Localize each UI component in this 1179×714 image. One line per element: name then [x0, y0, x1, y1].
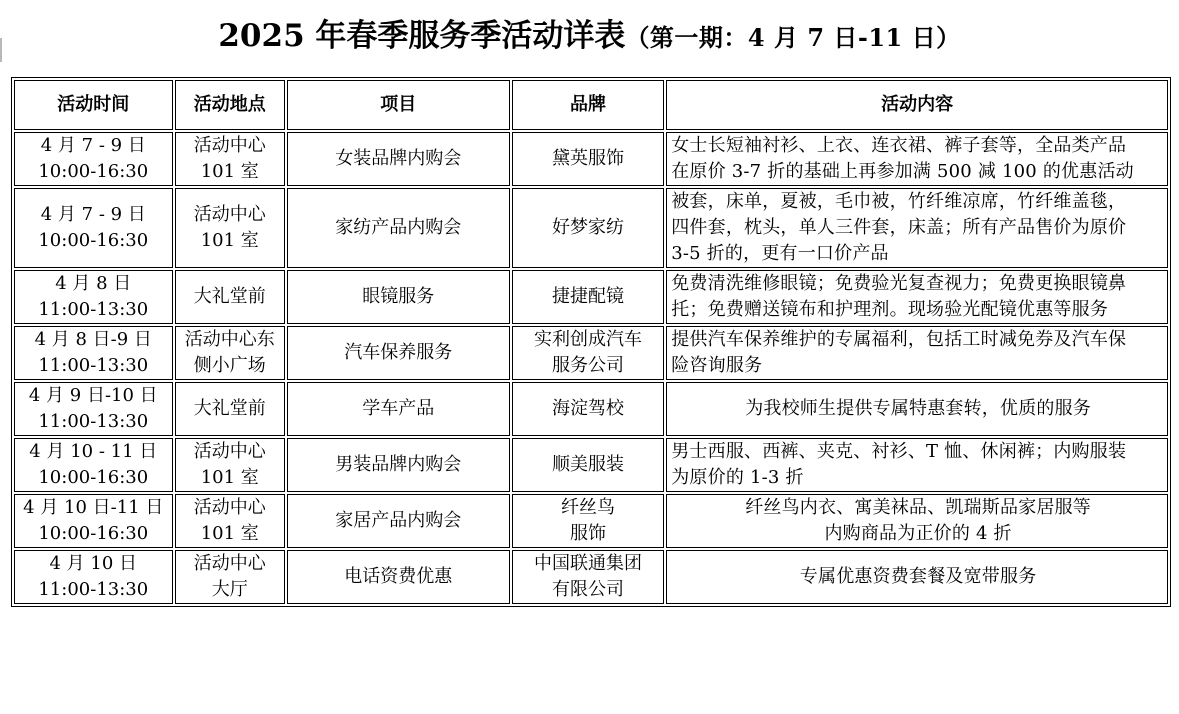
cell-brand	[512, 382, 665, 436]
cell-time	[14, 550, 173, 604]
cell-brand-line: 服务公司	[551, 355, 624, 376]
cell-place	[175, 188, 285, 268]
cell-brand-line: 服饰	[569, 523, 606, 544]
cell-content-line: 提供汽车保养维护的专属福利，包括工时减免券及汽车保	[671, 329, 1127, 350]
cell-project: 女装品牌内购会	[287, 132, 510, 186]
cell-brand	[512, 494, 665, 548]
page-title	[0, 14, 1179, 60]
cell-content-line: 四件套，枕头，单人三件套，床盖；所有产品售价为原价	[671, 217, 1127, 238]
table-row	[14, 188, 1168, 268]
table-row	[14, 382, 1168, 436]
cell-content	[666, 438, 1168, 492]
cell-time	[14, 326, 173, 380]
table-row	[14, 438, 1168, 492]
cell-brand	[512, 438, 665, 492]
cell-brand-line: 中国联通集团	[533, 553, 642, 574]
cell-brand-line: 实利创成汽车	[533, 329, 642, 350]
header-brand: 品牌	[512, 80, 665, 130]
cell-place	[175, 326, 285, 380]
cell-time-line: 10:00-16:30	[38, 230, 149, 251]
cell-content	[666, 132, 1168, 186]
cell-content-line: 3-5 折的，更有一口价产品	[671, 243, 889, 264]
cell-project: 汽车保养服务	[287, 326, 510, 380]
cell-time-line: 4 月 7 - 9 日	[40, 204, 146, 225]
cell-project: 家居产品内购会	[287, 494, 510, 548]
cell-place	[175, 270, 285, 324]
cell-place-line: 活动中心	[193, 135, 266, 156]
cell-time-line: 4 月 10 日	[49, 553, 138, 574]
cell-time-line: 10:00-16:30	[38, 467, 149, 488]
cell-time-line: 4 月 8 日-9 日	[34, 329, 152, 350]
cell-brand	[512, 188, 665, 268]
cell-place-line: 大礼堂前	[193, 286, 266, 307]
cell-content-line: 女士长短袖衬衫、上衣、连衣裙、裤子套等，全品类产品	[671, 135, 1127, 156]
cell-content-line: 专属优惠资费套餐及宽带服务	[799, 566, 1037, 587]
cell-place-line: 活动中心东	[184, 329, 275, 350]
cell-content	[666, 188, 1168, 268]
cell-place-line: 101 室	[200, 230, 259, 251]
cell-content	[666, 494, 1168, 548]
header-place: 活动地点	[175, 80, 285, 130]
cell-brand-line: 捷捷配镜	[551, 286, 624, 307]
table-row	[14, 550, 1168, 604]
cell-content-line: 托；免费赠送镜布和护理剂。现场验光配镜优惠等服务	[671, 299, 1109, 320]
cell-project: 男装品牌内购会	[287, 438, 510, 492]
activity-table	[11, 77, 1171, 607]
cell-place-line: 活动中心	[193, 497, 266, 518]
cell-brand-line: 海淀驾校	[551, 398, 624, 419]
cell-brand-line: 好梦家纺	[551, 217, 624, 238]
cell-time-line: 4 月 9 日-10 日	[28, 385, 158, 406]
cell-brand-line: 顺美服装	[551, 454, 624, 475]
cell-brand	[512, 132, 665, 186]
cell-content	[666, 326, 1168, 380]
cell-time-line: 11:00-13:30	[38, 299, 149, 320]
cell-time-line: 11:00-13:30	[38, 411, 149, 432]
cell-brand-line: 有限公司	[551, 579, 624, 600]
header-time: 活动时间	[14, 80, 173, 130]
cell-content-line: 男士西服、西裤、夹克、衬衫、T 恤、休闲裤；内购服装	[671, 441, 1127, 462]
cell-time-line: 4 月 8 日	[55, 273, 132, 294]
cell-place-line: 大厅	[211, 579, 248, 600]
cell-project: 眼镜服务	[287, 270, 510, 324]
cell-content-line: 险咨询服务	[671, 355, 763, 376]
title-main: 2025 年春季服务季活动详表	[218, 18, 626, 54]
cell-time-line: 10:00-16:30	[38, 161, 149, 182]
cell-place-line: 101 室	[200, 523, 259, 544]
table-row	[14, 270, 1168, 324]
cell-time	[14, 494, 173, 548]
cell-content-line: 被套，床单，夏被，毛巾被，竹纤维凉席，竹纤维盖毯，	[671, 191, 1127, 212]
cell-time-line: 4 月 10 日-11 日	[23, 497, 164, 518]
cell-content-line: 纤丝鸟内衣、寓美袜品、凯瑞斯品家居服等	[745, 497, 1092, 518]
cell-place-line: 活动中心	[193, 204, 266, 225]
cell-time	[14, 132, 173, 186]
cell-place	[175, 438, 285, 492]
cell-brand	[512, 270, 665, 324]
cell-place	[175, 494, 285, 548]
cell-time-line: 10:00-16:30	[38, 523, 149, 544]
cell-project: 家纺产品内购会	[287, 188, 510, 268]
cell-time	[14, 382, 173, 436]
cell-project: 学车产品	[287, 382, 510, 436]
cell-project: 电话资费优惠	[287, 550, 510, 604]
cell-content	[666, 550, 1168, 604]
title-sub: （第一期：4 月 7 日-11 日）	[625, 23, 961, 52]
cell-content-line: 为原价的 1-3 折	[671, 467, 804, 488]
cell-brand-line: 纤丝鸟	[560, 497, 615, 518]
table-body	[14, 132, 1168, 604]
table-row	[14, 494, 1168, 548]
cell-place-line: 101 室	[200, 161, 259, 182]
cell-content-line: 在原价 3-7 折的基础上再参加满 500 减 100 的优惠活动	[671, 161, 1134, 182]
header-project: 项目	[287, 80, 510, 130]
cell-brand-line: 黛英服饰	[551, 148, 624, 169]
cell-place-line: 活动中心	[193, 553, 266, 574]
cell-place-line: 活动中心	[193, 441, 266, 462]
cell-time-line: 11:00-13:30	[38, 355, 149, 376]
cell-content-line: 为我校师生提供专属特惠套转，优质的服务	[745, 398, 1092, 419]
cell-place	[175, 132, 285, 186]
cell-content-line: 免费清洗维修眼镜；免费验光复查视力；免费更换眼镜鼻	[671, 273, 1127, 294]
cell-place	[175, 550, 285, 604]
cell-time	[14, 270, 173, 324]
cell-place-line: 侧小广场	[193, 355, 266, 376]
cell-brand	[512, 550, 665, 604]
table-header-row	[14, 80, 1168, 130]
cell-time	[14, 188, 173, 268]
cell-place	[175, 382, 285, 436]
cell-content-line: 内购商品为正价的 4 折	[824, 523, 1012, 544]
table-row	[14, 132, 1168, 186]
cell-brand	[512, 326, 665, 380]
cell-content	[666, 382, 1168, 436]
cell-time-line: 11:00-13:30	[38, 579, 149, 600]
cell-time-line: 4 月 10 - 11 日	[29, 441, 158, 462]
cell-content	[666, 270, 1168, 324]
table-row	[14, 326, 1168, 380]
header-content: 活动内容	[666, 80, 1168, 130]
cell-time	[14, 438, 173, 492]
cell-place-line: 101 室	[200, 467, 259, 488]
cell-place-line: 大礼堂前	[193, 398, 266, 419]
cell-time-line: 4 月 7 - 9 日	[40, 135, 146, 156]
